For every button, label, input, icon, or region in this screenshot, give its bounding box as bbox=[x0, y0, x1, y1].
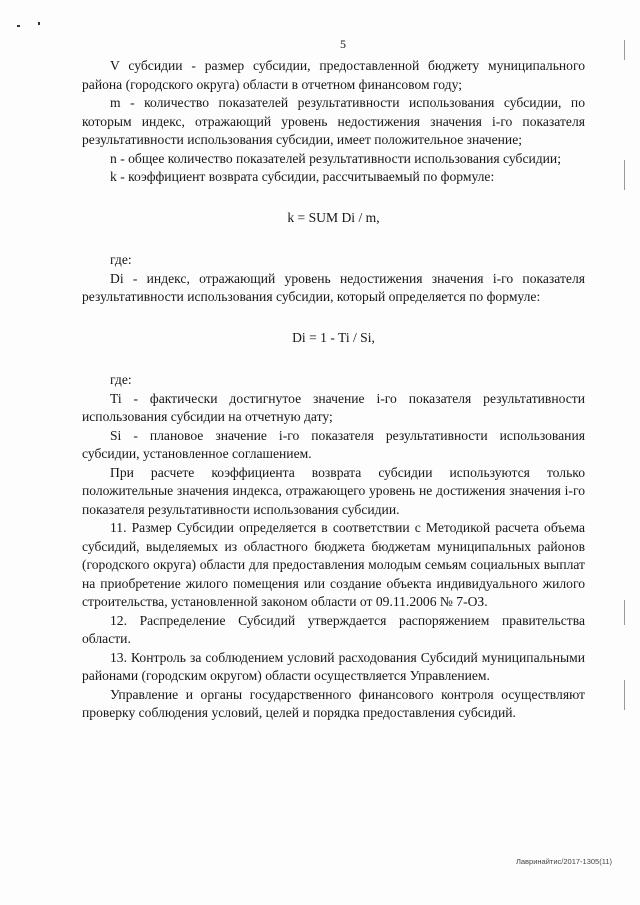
paragraph: n - общее количество показателей результативности использования субсидии; bbox=[110, 150, 561, 166]
scan-edge-line bbox=[624, 680, 625, 710]
scan-speck bbox=[38, 22, 40, 25]
paragraph: 11. Размер Субсидии определяется в соответствии с Методикой расчета объема субсидий, выделяемых из областного бюджета бюджетам муниципальных районов (городского округа) области для предоставления молодым семьям социальных выплат на приобретение жилого помещения или создание объекта индивидуального жилого строительства, установленной законом области от 09.11.2006 № 7-ОЗ. bbox=[82, 520, 585, 609]
scan-edge-line bbox=[624, 160, 625, 190]
paragraph: Di - индекс, отражающий уровень недостижения значения i-го показателя результативности использования субсидии, который определяется по формуле: bbox=[82, 270, 585, 304]
paragraph: где: bbox=[110, 372, 132, 387]
paragraph: При расчете коэффициента возврата субсидии используются только положительные значения индекса, отражающего уровень не достижения значения i-го показателя результативности использования субсидии. bbox=[82, 464, 585, 517]
paragraph: Si - плановое значение i-го показателя результативности использования субсидии, установленное соглашением. bbox=[82, 427, 585, 461]
formula: Di = 1 - Ti / Si, bbox=[292, 329, 375, 345]
formula: k = SUM Di / m, bbox=[287, 209, 380, 225]
scan-edge-line bbox=[624, 40, 625, 60]
paragraph: V субсидии - размер субсидии, предоставленной бюджету муниципального района (городского округа) области в отчетном финансовом году; bbox=[82, 58, 585, 92]
page-number: 5 bbox=[340, 37, 346, 51]
footer-reference: Лавринайтис/2017-1305(11) bbox=[515, 857, 612, 866]
scan-edge-line bbox=[624, 600, 625, 625]
paragraph: m - количество показателей результативности использования субсидии, по которым индекс, отражающий уровень недостижения значения i-го показателя результативности использования субсидии, имеет положительное значение; bbox=[82, 95, 585, 147]
paragraph: 13. Контроль за соблюдением условий расходования Субсидий муниципальными районами (городским округом) области осуществляется Управлением. bbox=[82, 649, 585, 683]
paragraph: Ti - фактически достигнутое значение i-го показателя результативности использования субсидии на отчетную дату; bbox=[82, 390, 585, 424]
document-body bbox=[82, 57, 585, 723]
paragraph: Управление и органы государственного финансового контроля осуществляют проверку соблюдения условий, целей и порядка предоставления субсидий. bbox=[82, 686, 585, 720]
paragraph: 12. Распределение Субсидий утверждается распоряжением правительства области. bbox=[82, 612, 585, 646]
paragraph: где: bbox=[110, 252, 132, 267]
scan-speck bbox=[17, 25, 20, 27]
paragraph: k - коэффициент возврата субсидии, рассчитываемый по формуле: bbox=[110, 169, 495, 184]
